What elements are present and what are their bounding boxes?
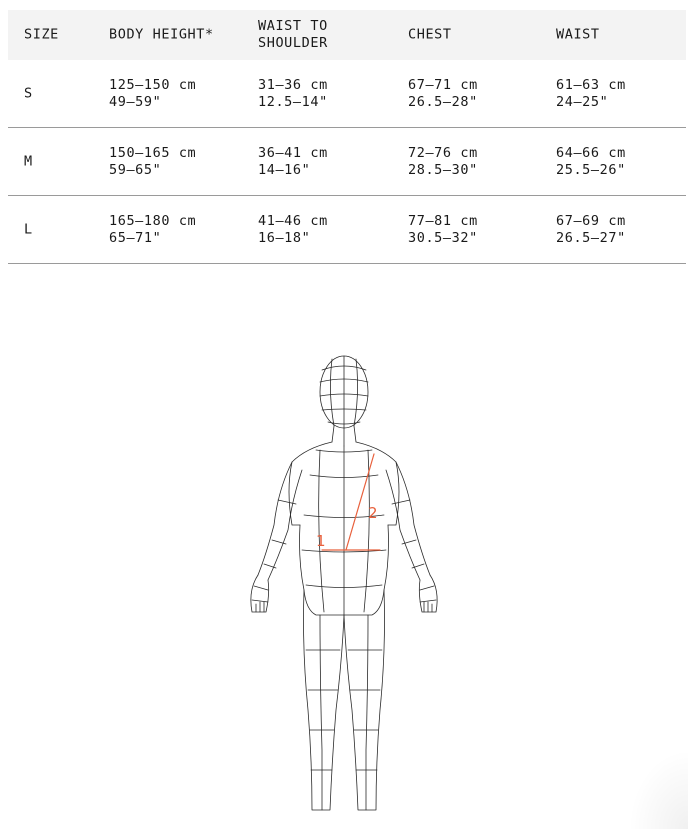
chest-in: 28.5–30" bbox=[408, 161, 478, 178]
wts-cm: 41–46 cm bbox=[258, 212, 328, 229]
header-size: SIZE bbox=[24, 26, 59, 43]
wts-in: 16–18" bbox=[258, 229, 311, 246]
waist-cell bbox=[556, 145, 626, 179]
wts-cm: 36–41 cm bbox=[258, 144, 328, 161]
size-label: L bbox=[24, 221, 33, 237]
waist-in: 24–25" bbox=[556, 93, 609, 110]
height-cm: 165–180 cm bbox=[109, 212, 197, 229]
header-waist-to-shoulder bbox=[258, 18, 328, 52]
wts-cm: 31–36 cm bbox=[258, 76, 328, 93]
chest-cm: 77–81 cm bbox=[408, 212, 478, 229]
height-cm: 150–165 cm bbox=[109, 144, 197, 161]
waist-cm: 61–63 cm bbox=[556, 76, 626, 93]
waist-cell bbox=[556, 77, 626, 111]
waist-to-shoulder-cell bbox=[258, 213, 328, 247]
header-chest: CHEST bbox=[408, 26, 452, 43]
header-body-height: BODY HEIGHT* bbox=[109, 26, 214, 43]
waist-in: 26.5–27" bbox=[556, 229, 626, 246]
height-cell bbox=[109, 77, 196, 111]
wts-in: 14–16" bbox=[258, 161, 311, 178]
corner-shadow bbox=[628, 749, 688, 829]
wts-in: 12.5–14" bbox=[258, 93, 328, 110]
size-label: S bbox=[24, 85, 33, 101]
size-label: M bbox=[24, 153, 33, 169]
height-cm: 125–150 cm bbox=[109, 76, 197, 93]
waist-to-shoulder-cell bbox=[258, 145, 328, 179]
table-header bbox=[8, 10, 686, 60]
measurement-label-2: 2 bbox=[368, 504, 378, 522]
header-waist-to-shoulder-line2: SHOULDER bbox=[258, 35, 328, 51]
waist-cm: 67–69 cm bbox=[556, 212, 626, 229]
waist-to-shoulder-cell bbox=[258, 77, 328, 111]
body-measurement-figure bbox=[236, 350, 452, 822]
chest-in: 26.5–28" bbox=[408, 93, 478, 110]
measurement-lines bbox=[322, 454, 380, 550]
height-in: 59–65" bbox=[109, 161, 162, 178]
table-row bbox=[8, 128, 686, 196]
height-in: 49–59" bbox=[109, 93, 162, 110]
waist-cm: 64–66 cm bbox=[556, 144, 626, 161]
chest-cell bbox=[408, 213, 478, 247]
waist-in: 25.5–26" bbox=[556, 161, 626, 178]
size-chart-table bbox=[8, 10, 686, 264]
header-waist-to-shoulder-line1: WAIST TO bbox=[258, 18, 328, 34]
chest-cm: 67–71 cm bbox=[408, 76, 478, 93]
chest-cm: 72–76 cm bbox=[408, 144, 478, 161]
chest-cell bbox=[408, 145, 478, 179]
height-cell bbox=[109, 213, 196, 247]
waist-cell bbox=[556, 213, 626, 247]
table-row bbox=[8, 196, 686, 264]
table-row bbox=[8, 60, 686, 128]
body-wireframe-icon bbox=[236, 350, 452, 822]
measurement-label-1: 1 bbox=[316, 532, 326, 550]
header-waist: WAIST bbox=[556, 26, 600, 43]
chest-in: 30.5–32" bbox=[408, 229, 478, 246]
height-cell bbox=[109, 145, 196, 179]
chest-cell bbox=[408, 77, 478, 111]
height-in: 65–71" bbox=[109, 229, 162, 246]
